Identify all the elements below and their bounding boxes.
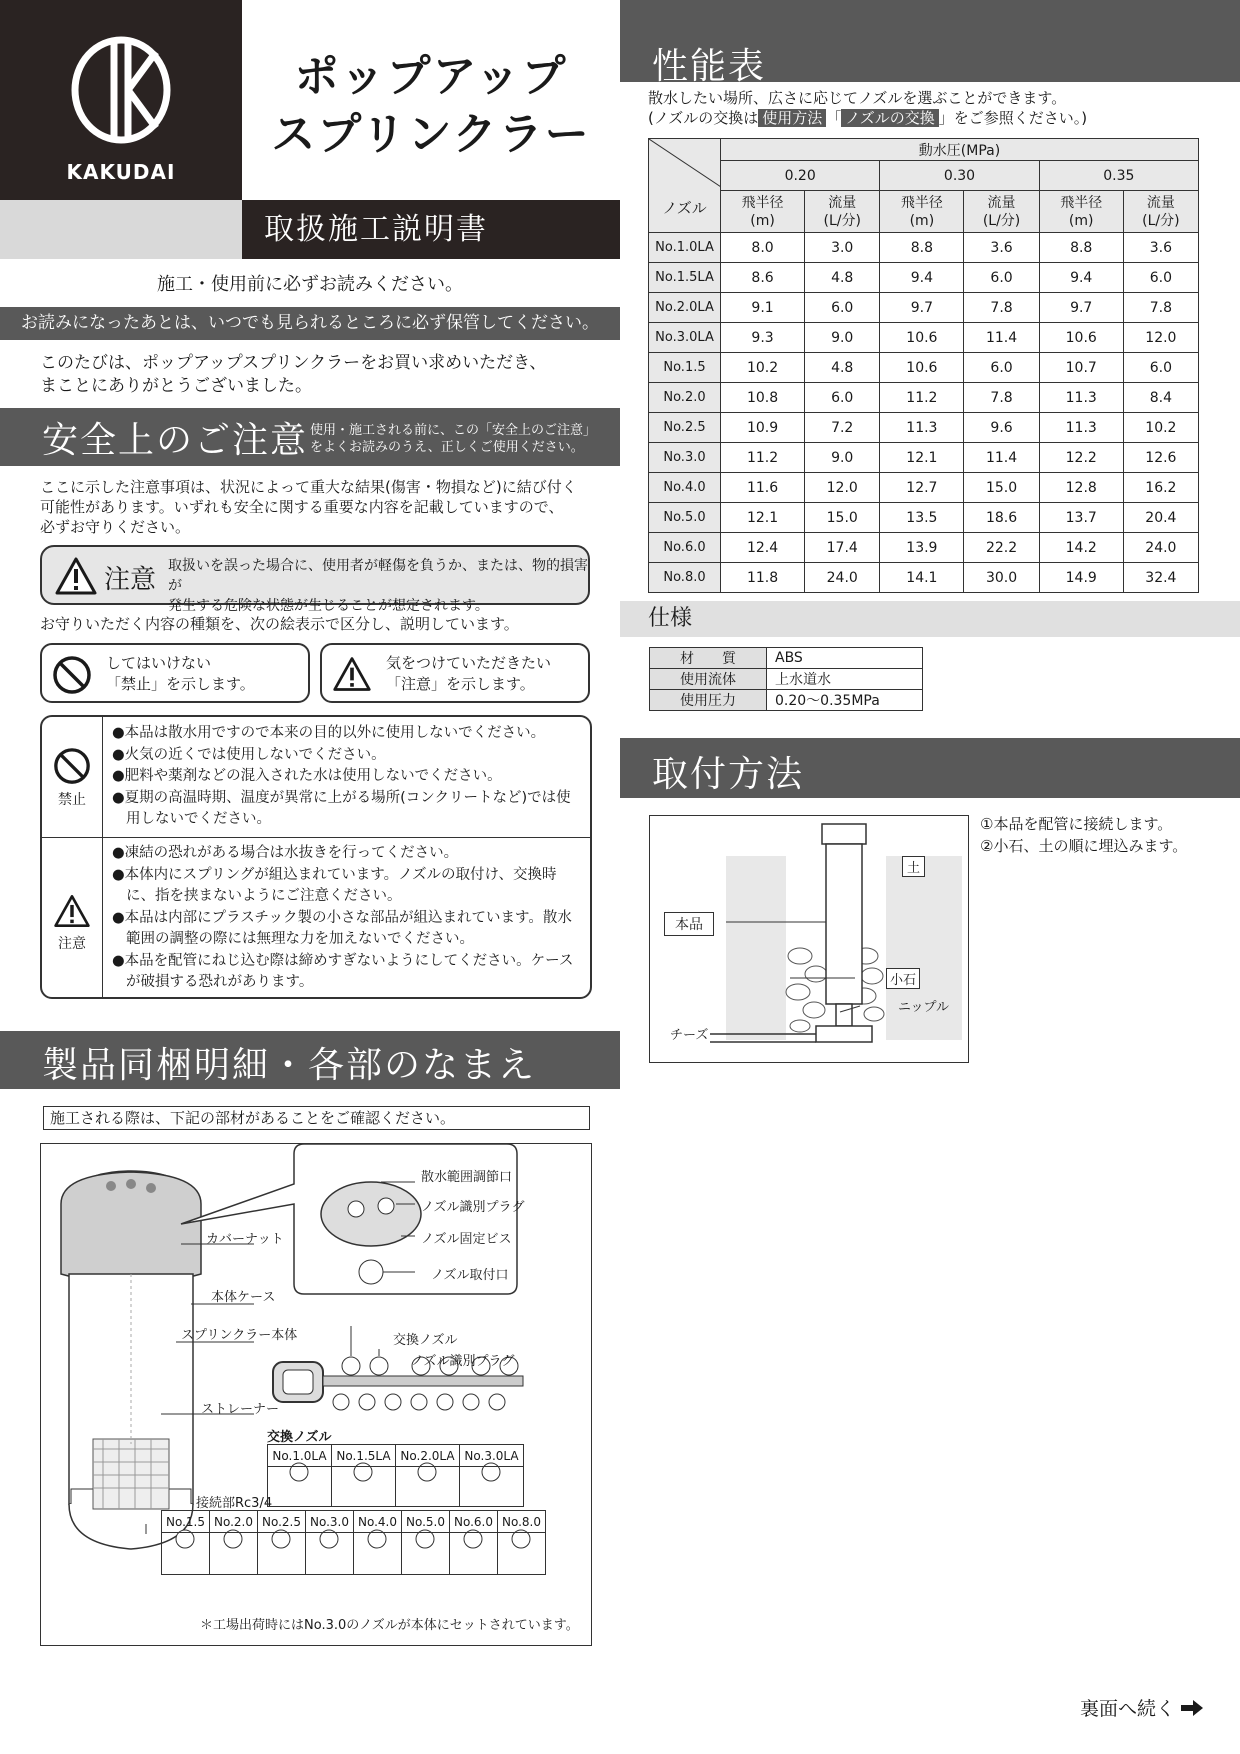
label-nozzle-mount: ノズル取付口 <box>431 1268 509 1283</box>
std-nozzle-cell: No.2.0 <box>210 1511 258 1533</box>
arrow-right-icon <box>1181 1700 1203 1716</box>
caution-item: ●本品は内部にプラスチック製の小さな部品が組込まれています。散水範囲の調整の際には無理な力を加えないでください。 <box>112 909 572 947</box>
nozzle-header-label: ノズル <box>662 199 707 217</box>
flow-value-cell: 8.4 <box>1123 383 1198 413</box>
flow-value-cell: 6.0 <box>1123 263 1198 293</box>
label-body: 本品 <box>664 912 714 936</box>
parts-heading-bar <box>0 1031 620 1089</box>
spec-key: 使用圧力 <box>650 690 767 711</box>
radius-value-cell: 10.2 <box>721 353 805 383</box>
flow-value-cell: 9.6 <box>964 413 1039 443</box>
radius-header: 飛半径 (m) <box>880 191 964 233</box>
radius-value-cell: 11.6 <box>721 473 805 503</box>
legend-caution-line-2: 「注意」を示します。 <box>386 675 535 693</box>
label-body-case: 本体ケース <box>211 1290 276 1305</box>
radius-header: 飛半径 (m) <box>721 191 805 233</box>
warning-triangle-icon <box>332 655 372 693</box>
read-before-note: 施工・使用前に必ずお読みください。 <box>157 274 463 295</box>
flow-value-cell: 11.4 <box>964 443 1039 473</box>
intro-line-3: 必ずお守りください。 <box>40 518 191 536</box>
std-nozzle-table <box>161 1510 546 1575</box>
radius-value-cell: 11.8 <box>721 563 805 593</box>
la-nozzle-table <box>267 1444 524 1507</box>
perf-header-row <box>649 139 1199 161</box>
radius-value-cell: 13.9 <box>880 533 964 563</box>
logo-text: KAKUDAI <box>66 160 176 184</box>
nozzle-name-cell: No.5.0 <box>649 503 721 533</box>
safety-sub-line-1: 使用・施工される前に、この「安全上のご注意」 <box>310 423 597 438</box>
flow-value-cell: 6.0 <box>805 293 880 323</box>
caution-item: ●凍結の恐れがある場合は水抜きを行ってください。 <box>112 845 459 861</box>
usage-tag: 使用方法 <box>758 109 826 127</box>
performance-table-body <box>649 233 1199 593</box>
la-nozzle-cell: No.1.5LA <box>332 1445 396 1467</box>
flow-value-cell: 6.0 <box>805 383 880 413</box>
thanks-line-1: このたびは、ポップアップスプリンクラーをお買い求めいただき、 <box>40 353 547 373</box>
radius-value-cell: 10.7 <box>1039 353 1123 383</box>
flow-value-cell: 3.6 <box>1123 233 1198 263</box>
spec-value: 0.20〜0.35MPa <box>767 690 923 711</box>
intro-line-1: ここに示した注意事項は、状況によって重大な結果(傷害・物損など)に結び付く <box>40 478 577 496</box>
perf-data-row <box>649 383 1199 413</box>
install-diagram <box>649 815 969 1063</box>
spec-row <box>650 669 923 690</box>
legend-prohibit-text <box>106 653 255 695</box>
spec-table <box>649 647 923 711</box>
pressure-value: 0.20 <box>721 161 880 191</box>
caution-description <box>168 556 588 616</box>
perf-pressure-row <box>649 161 1199 191</box>
rules-divider-vertical <box>102 717 103 997</box>
flow-value-cell: 11.4 <box>964 323 1039 353</box>
label-nozzle-id-plug: ノズル識別プラグ <box>421 1200 525 1215</box>
radius-value-cell: 11.2 <box>880 383 964 413</box>
nozzle-header-cell <box>649 139 721 233</box>
logo-block <box>0 0 242 200</box>
std-nozzle-cell: No.3.0 <box>306 1511 354 1533</box>
caution-rules-list <box>112 843 582 994</box>
radius-value-cell: 8.6 <box>721 263 805 293</box>
perf-desc-text: 「 <box>826 109 842 127</box>
flow-value-cell: 6.0 <box>964 263 1039 293</box>
safety-heading-bar <box>0 408 620 466</box>
la-nozzle-cell: No.1.0LA <box>268 1445 332 1467</box>
legend-caution-text <box>386 653 551 695</box>
legend-caution-box <box>320 643 590 703</box>
spec-value: ABS <box>767 648 923 669</box>
caution-word: 注意 <box>104 565 157 595</box>
radius-value-cell: 9.4 <box>880 263 964 293</box>
factory-note: ＊工場出荷時にはNo.3.0のノズルが本体にセットされています。 <box>200 1618 579 1633</box>
kakudai-logo-icon <box>70 36 172 148</box>
flow-value-cell: 32.4 <box>1123 563 1198 593</box>
safety-intro <box>40 477 600 537</box>
safety-rules-box <box>40 715 592 999</box>
radius-value-cell: 13.5 <box>880 503 964 533</box>
flow-value-cell: 6.0 <box>964 353 1039 383</box>
spec-key: 材 質 <box>650 648 767 669</box>
prohibit-item: ●火気の近くでは使用しないでください。 <box>112 746 386 763</box>
continue-text: 裏面へ続く <box>1080 1698 1176 1720</box>
std-nozzle-cell: No.1.5 <box>162 1511 210 1533</box>
label-cover-nut: カバーナット <box>206 1232 284 1247</box>
radius-value-cell: 12.7 <box>880 473 964 503</box>
legend-prohibit-box <box>40 643 310 703</box>
perf-data-row <box>649 503 1199 533</box>
radius-value-cell: 14.2 <box>1039 533 1123 563</box>
parts-note: 施工される際は、下記の部材があることをご確認ください。 <box>43 1106 590 1130</box>
flow-value-cell: 24.0 <box>805 563 880 593</box>
performance-description <box>648 88 1087 128</box>
perf-data-row <box>649 353 1199 383</box>
radius-value-cell: 11.3 <box>880 413 964 443</box>
radius-value-cell: 14.1 <box>880 563 964 593</box>
flow-value-cell: 22.2 <box>964 533 1039 563</box>
label-nozzle-id-plug-2: ノズル識別プラグ <box>411 1354 515 1369</box>
spec-value: 上水道水 <box>767 669 923 690</box>
prohibit-item: ●本品は散水用ですので本来の目的以外に使用しないでください。 <box>112 725 546 741</box>
flow-value-cell: 16.2 <box>1123 473 1198 503</box>
std-nozzle-cell: No.5.0 <box>402 1511 450 1533</box>
radius-value-cell: 14.9 <box>1039 563 1123 593</box>
legend-prohibit-line-2: 「禁止」を示します。 <box>106 675 255 693</box>
radius-value-cell: 10.8 <box>721 383 805 413</box>
flow-value-cell: 4.8 <box>805 353 880 383</box>
std-nozzle-cell: No.4.0 <box>354 1511 402 1533</box>
perf-data-row <box>649 413 1199 443</box>
pressure-value: 0.30 <box>880 161 1039 191</box>
flow-value-cell: 24.0 <box>1123 533 1198 563</box>
radius-header: 飛半径 (m) <box>1039 191 1123 233</box>
label-exchange-nozzle: 交換ノズル <box>393 1333 458 1348</box>
spec-heading: 仕様 <box>620 601 1240 637</box>
std-nozzle-cell: No.6.0 <box>450 1511 498 1533</box>
radius-value-cell: 13.7 <box>1039 503 1123 533</box>
flow-value-cell: 30.0 <box>964 563 1039 593</box>
label-connection: 接続部Rc3/4 <box>196 1496 273 1511</box>
perf-unit-row <box>649 191 1199 233</box>
la-nozzle-cell: No.2.0LA <box>396 1445 460 1467</box>
nozzle-name-cell: No.3.0LA <box>649 323 721 353</box>
flow-value-cell: 7.2 <box>805 413 880 443</box>
nozzle-exchange-tag: ノズルの交換 <box>841 109 938 127</box>
caution-desc-line-1: 取扱いを誤った場合に、使用者が軽傷を負うか、または、物的損害が <box>168 558 588 594</box>
install-heading: 取付方法 <box>652 754 805 795</box>
std-nozzle-cell: No.8.0 <box>498 1511 546 1533</box>
nozzle-name-cell: No.1.0LA <box>649 233 721 263</box>
flow-value-cell: 4.8 <box>805 263 880 293</box>
title-line-2: スプリンクラー <box>271 109 591 160</box>
prohibit-icon <box>52 655 92 695</box>
label-soil: 土 <box>902 856 925 877</box>
prohibit-item: ●肥料や薬剤などの混入された水は使用しないでください。 <box>112 768 502 784</box>
warning-triangle-icon <box>53 893 91 929</box>
flow-value-cell: 15.0 <box>805 503 880 533</box>
radius-value-cell: 12.2 <box>1039 443 1123 473</box>
flow-value-cell: 18.6 <box>964 503 1039 533</box>
pressure-header: 動水圧(MPa) <box>721 139 1199 161</box>
install-step-2: ②小石、土の順に埋込みます。 <box>980 837 1188 855</box>
la-nozzle-cell: No.3.0LA <box>460 1445 524 1467</box>
radius-value-cell: 9.4 <box>1039 263 1123 293</box>
caution-item: ●本品を配管にねじ込む際は締めすぎないようにしてください。ケースが破損する恐れがあります。 <box>112 952 574 990</box>
intro-line-2: 可能性があります。いずれも安全に関する重要な内容を記載していますので、 <box>40 498 564 516</box>
la-nozzle-row <box>268 1445 524 1467</box>
radius-value-cell: 9.7 <box>880 293 964 323</box>
performance-heading: 性能表 <box>652 46 767 87</box>
flow-header: 流量 (L/分) <box>964 191 1039 233</box>
nozzle-name-cell: No.1.5 <box>649 353 721 383</box>
radius-value-cell: 9.3 <box>721 323 805 353</box>
gray-band <box>0 200 242 259</box>
nozzle-name-cell: No.3.0 <box>649 443 721 473</box>
perf-data-row <box>649 233 1199 263</box>
install-steps <box>980 813 1187 857</box>
label-strainer: ストレーナー <box>201 1402 280 1417</box>
radius-value-cell: 12.1 <box>880 443 964 473</box>
perf-data-row <box>649 443 1199 473</box>
radius-value-cell: 10.6 <box>880 323 964 353</box>
legend-prohibit-line-1: してはいけない <box>106 654 212 672</box>
parts-heading: 製品同梱明細・各部のなまえ <box>42 1045 537 1086</box>
parts-diagram-frame <box>40 1143 592 1646</box>
std-nozzle-cell: No.2.5 <box>258 1511 306 1533</box>
label-nozzle-screw: ノズル固定ビス <box>421 1232 512 1247</box>
radius-value-cell: 12.4 <box>721 533 805 563</box>
radius-value-cell: 12.8 <box>1039 473 1123 503</box>
flow-value-cell: 12.6 <box>1123 443 1198 473</box>
perf-desc-text: 」をご参照ください。) <box>938 109 1088 127</box>
prohibit-item: ●夏期の高温時期、温度が異常に上がる場所(コンクリートなど)では使用しないでください。 <box>112 789 571 827</box>
nozzle-name-cell: No.2.0LA <box>649 293 721 323</box>
legend-intro: お守りいただく内容の種類を、次の絵表示で区分し、説明しています。 <box>40 615 519 633</box>
performance-heading-bar <box>620 0 1240 87</box>
rules-divider-horizontal <box>42 837 590 838</box>
install-heading-bar <box>620 738 1240 798</box>
product-title <box>242 48 620 164</box>
std-nozzle-row <box>162 1511 546 1533</box>
perf-data-row <box>649 323 1199 353</box>
flow-value-cell: 3.6 <box>964 233 1039 263</box>
radius-value-cell: 10.6 <box>880 353 964 383</box>
label-sprinkler-body: スプリンクラー本体 <box>181 1328 298 1343</box>
radius-value-cell: 10.6 <box>1039 323 1123 353</box>
legend-caution-line-1: 気をつけていただきたい <box>386 654 552 672</box>
perf-desc-text: (ノズルの交換は <box>648 109 759 127</box>
perf-data-row <box>649 293 1199 323</box>
label-exchange-nozzle-2: 交換ノズル <box>267 1430 332 1445</box>
flow-value-cell: 6.0 <box>1123 353 1198 383</box>
radius-value-cell: 11.3 <box>1039 383 1123 413</box>
flow-value-cell: 20.4 <box>1123 503 1198 533</box>
flow-header: 流量 (L/分) <box>805 191 880 233</box>
flow-value-cell: 3.0 <box>805 233 880 263</box>
continue-note <box>1080 1694 1203 1721</box>
install-step-1: ①本品を配管に接続します。 <box>980 815 1173 833</box>
nozzle-name-cell: No.6.0 <box>649 533 721 563</box>
pressure-value: 0.35 <box>1039 161 1198 191</box>
perf-data-row <box>649 473 1199 503</box>
radius-value-cell: 8.0 <box>721 233 805 263</box>
nozzle-name-cell: No.8.0 <box>649 563 721 593</box>
label-range-adjust: 散水範囲調節口 <box>421 1170 513 1185</box>
nozzle-name-cell: No.1.5LA <box>649 263 721 293</box>
flow-value-cell: 17.4 <box>805 533 880 563</box>
flow-value-cell: 9.0 <box>805 443 880 473</box>
safety-sub-line-2: をよくお読みのうえ、正しくご使用ください。 <box>310 440 584 455</box>
thanks-line-2: まことにありがとうございました。 <box>40 376 312 396</box>
perf-desc-line-2 <box>648 108 1087 128</box>
perf-desc-line-1: 散水したい場所、広さに応じてノズルを選ぶことができます。 <box>648 89 1067 107</box>
title-line-1: ポップアップ <box>294 51 568 102</box>
perf-data-row <box>649 533 1199 563</box>
caution-item: ●本体内にスプリングが組込まれています。ノズルの取付け、交換時に、指を挟まないようにご注意ください。 <box>112 866 557 904</box>
flow-value-cell: 7.8 <box>964 383 1039 413</box>
safety-subheading <box>310 422 596 456</box>
spec-key: 使用流体 <box>650 669 767 690</box>
nozzle-name-cell: No.2.5 <box>649 413 721 443</box>
flow-value-cell: 9.0 <box>805 323 880 353</box>
prohibit-rule-icon <box>50 747 94 809</box>
radius-value-cell: 9.1 <box>721 293 805 323</box>
radius-value-cell: 9.7 <box>1039 293 1123 323</box>
warning-triangle-icon <box>54 556 98 596</box>
prohibit-rules-list <box>112 723 582 831</box>
performance-table <box>648 138 1199 593</box>
thanks-text <box>40 352 610 398</box>
manual-title: 取扱施工説明書 <box>242 200 620 259</box>
flow-value-cell: 12.0 <box>1123 323 1198 353</box>
perf-data-row <box>649 263 1199 293</box>
radius-value-cell: 11.3 <box>1039 413 1123 443</box>
radius-value-cell: 10.9 <box>721 413 805 443</box>
nozzle-name-cell: No.2.0 <box>649 383 721 413</box>
flow-header: 流量 (L/分) <box>1123 191 1198 233</box>
nozzle-name-cell: No.4.0 <box>649 473 721 503</box>
caution-rule-icon <box>50 893 94 953</box>
flow-value-cell: 12.0 <box>805 473 880 503</box>
caution-definition-box <box>40 545 590 614</box>
radius-value-cell: 8.8 <box>880 233 964 263</box>
label-tee: チーズ <box>670 1028 709 1043</box>
flow-value-cell: 10.2 <box>1123 413 1198 443</box>
caution-desc-line-2: 発生する危険な状態が生じることが想定されます。 <box>168 598 489 614</box>
radius-value-cell: 12.1 <box>721 503 805 533</box>
prohibit-icon <box>53 747 91 785</box>
radius-value-cell: 11.2 <box>721 443 805 473</box>
flow-value-cell: 15.0 <box>964 473 1039 503</box>
safety-heading: 安全上のご注意 <box>42 420 309 461</box>
perf-data-row <box>649 563 1199 593</box>
caution-label: 注意 <box>58 936 86 952</box>
label-nipple: ニップル <box>898 1000 949 1015</box>
flow-value-cell: 7.8 <box>1123 293 1198 323</box>
keep-note: お読みになったあとは、いつでも見られるところに必ず保管してください。 <box>0 307 620 340</box>
label-pebble: 小石 <box>886 968 920 989</box>
spec-row <box>650 648 923 669</box>
flow-value-cell: 7.8 <box>964 293 1039 323</box>
radius-value-cell: 8.8 <box>1039 233 1123 263</box>
prohibit-label: 禁止 <box>58 792 86 808</box>
spec-row <box>650 690 923 711</box>
